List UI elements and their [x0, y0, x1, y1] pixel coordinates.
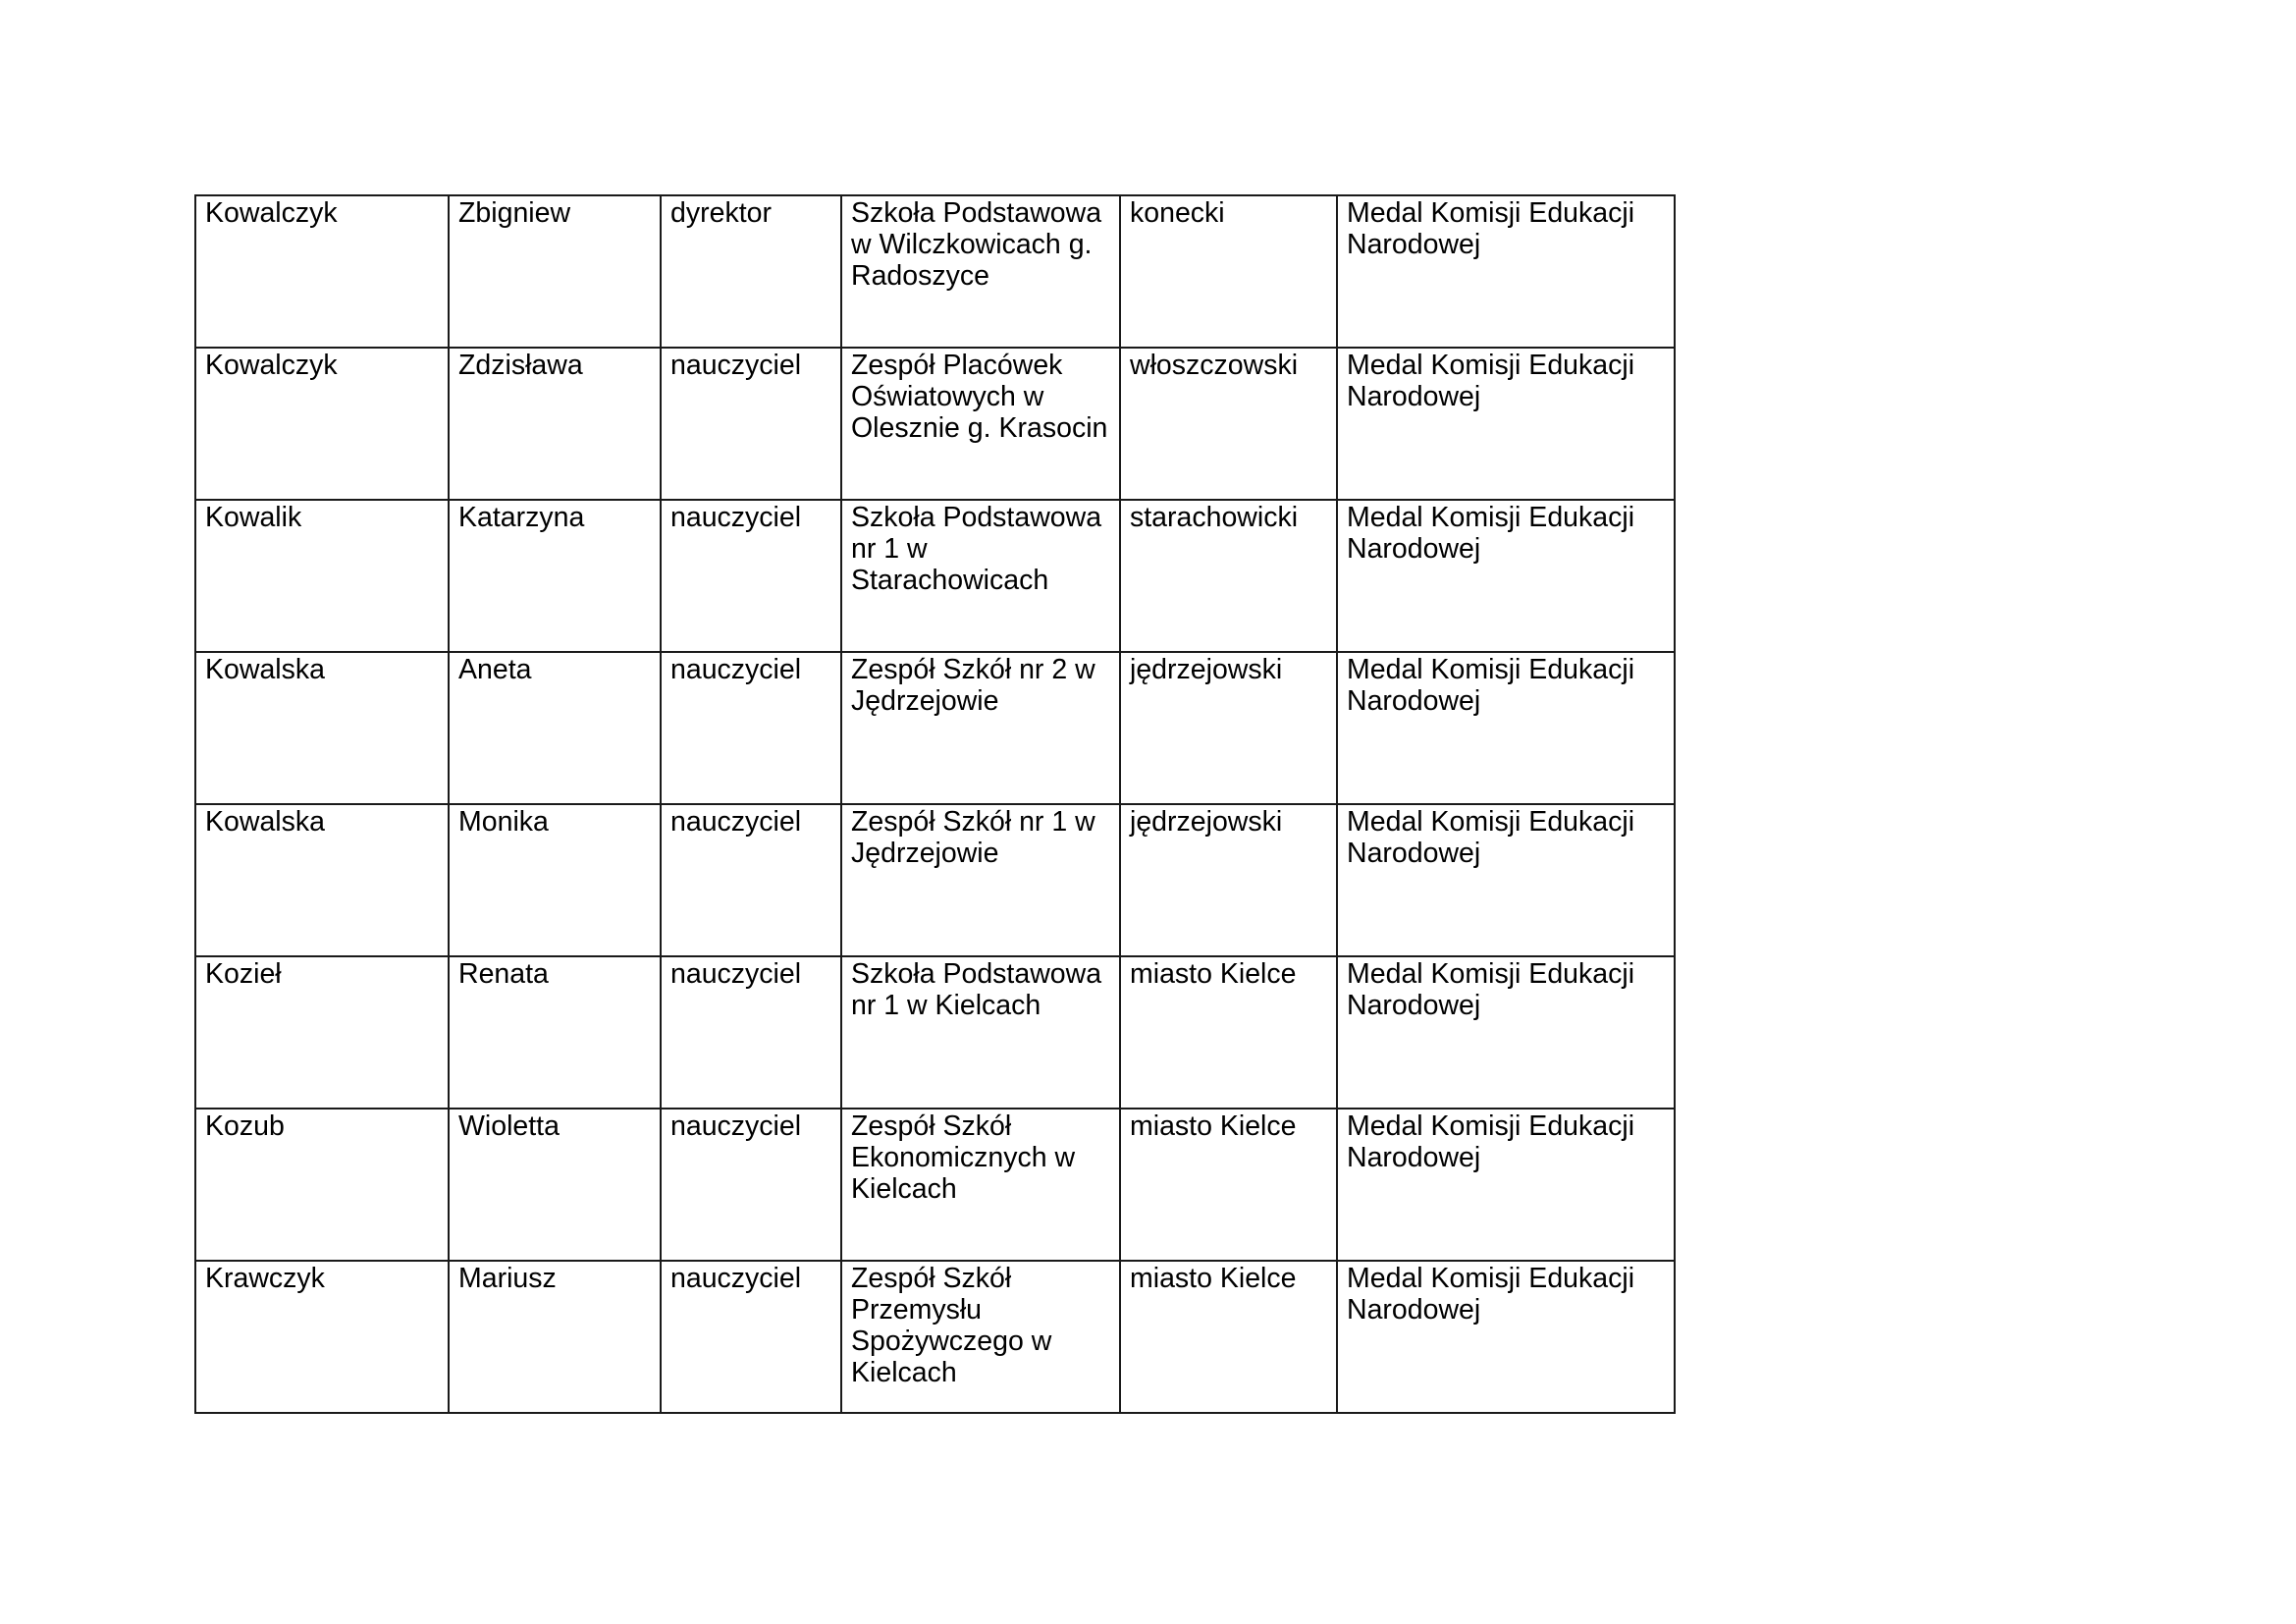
award-cell: Medal Komisji Edukacji Narodowej: [1337, 348, 1675, 500]
role-cell: nauczyciel: [661, 1109, 841, 1261]
role-cell: nauczyciel: [661, 956, 841, 1109]
school-cell: Zespół Szkół nr 2 w Jędrzejowie: [841, 652, 1120, 804]
award-cell: Medal Komisji Edukacji Narodowej: [1337, 1109, 1675, 1261]
school-cell: Zespół Szkół Przemysłu Spożywczego w Kielcach: [841, 1261, 1120, 1413]
table-row: [195, 804, 1675, 956]
surname-cell: Kowalska: [195, 652, 449, 804]
surname-cell: Kozub: [195, 1109, 449, 1261]
county-cell: starachowicki: [1120, 500, 1337, 652]
surname-cell: Kowalczyk: [195, 348, 449, 500]
role-cell: nauczyciel: [661, 1261, 841, 1413]
county-cell: miasto Kielce: [1120, 1109, 1337, 1261]
role-cell: nauczyciel: [661, 652, 841, 804]
award-cell: Medal Komisji Edukacji Narodowej: [1337, 652, 1675, 804]
award-cell: Medal Komisji Edukacji Narodowej: [1337, 804, 1675, 956]
first-name-cell: Monika: [449, 804, 661, 956]
surname-cell: Kozieł: [195, 956, 449, 1109]
award-cell: Medal Komisji Edukacji Narodowej: [1337, 1261, 1675, 1413]
county-cell: jędrzejowski: [1120, 804, 1337, 956]
first-name-cell: Renata: [449, 956, 661, 1109]
county-cell: miasto Kielce: [1120, 1261, 1337, 1413]
surname-cell: Kowalczyk: [195, 195, 449, 348]
school-cell: Szkoła Podstawowa nr 1 w Kielcach: [841, 956, 1120, 1109]
school-cell: Zespół Szkół Ekonomicznych w Kielcach: [841, 1109, 1120, 1261]
table-row: [195, 195, 1675, 348]
award-cell: Medal Komisji Edukacji Narodowej: [1337, 195, 1675, 348]
school-cell: Zespół Szkół nr 1 w Jędrzejowie: [841, 804, 1120, 956]
table-row: [195, 500, 1675, 652]
role-cell: nauczyciel: [661, 348, 841, 500]
award-cell: Medal Komisji Edukacji Narodowej: [1337, 500, 1675, 652]
first-name-cell: Zdzisława: [449, 348, 661, 500]
county-cell: włoszczowski: [1120, 348, 1337, 500]
table-row: [195, 652, 1675, 804]
table-row: [195, 348, 1675, 500]
table-row: [195, 1109, 1675, 1261]
award-cell: Medal Komisji Edukacji Narodowej: [1337, 956, 1675, 1109]
county-cell: konecki: [1120, 195, 1337, 348]
first-name-cell: Zbigniew: [449, 195, 661, 348]
role-cell: dyrektor: [661, 195, 841, 348]
role-cell: nauczyciel: [661, 500, 841, 652]
first-name-cell: Mariusz: [449, 1261, 661, 1413]
school-cell: Szkoła Podstawowa nr 1 w Starachowicach: [841, 500, 1120, 652]
role-cell: nauczyciel: [661, 804, 841, 956]
school-cell: Zespół Placówek Oświatowych w Olesznie g. Krasocin: [841, 348, 1120, 500]
table-row: [195, 956, 1675, 1109]
surname-cell: Kowalik: [195, 500, 449, 652]
surname-cell: Kowalska: [195, 804, 449, 956]
county-cell: jędrzejowski: [1120, 652, 1337, 804]
first-name-cell: Wioletta: [449, 1109, 661, 1261]
awards-table: [194, 194, 1676, 1414]
school-cell: Szkoła Podstawowa w Wilczkowicach g. Radoszyce: [841, 195, 1120, 348]
first-name-cell: Aneta: [449, 652, 661, 804]
surname-cell: Krawczyk: [195, 1261, 449, 1413]
first-name-cell: Katarzyna: [449, 500, 661, 652]
table-row: [195, 1261, 1675, 1413]
county-cell: miasto Kielce: [1120, 956, 1337, 1109]
